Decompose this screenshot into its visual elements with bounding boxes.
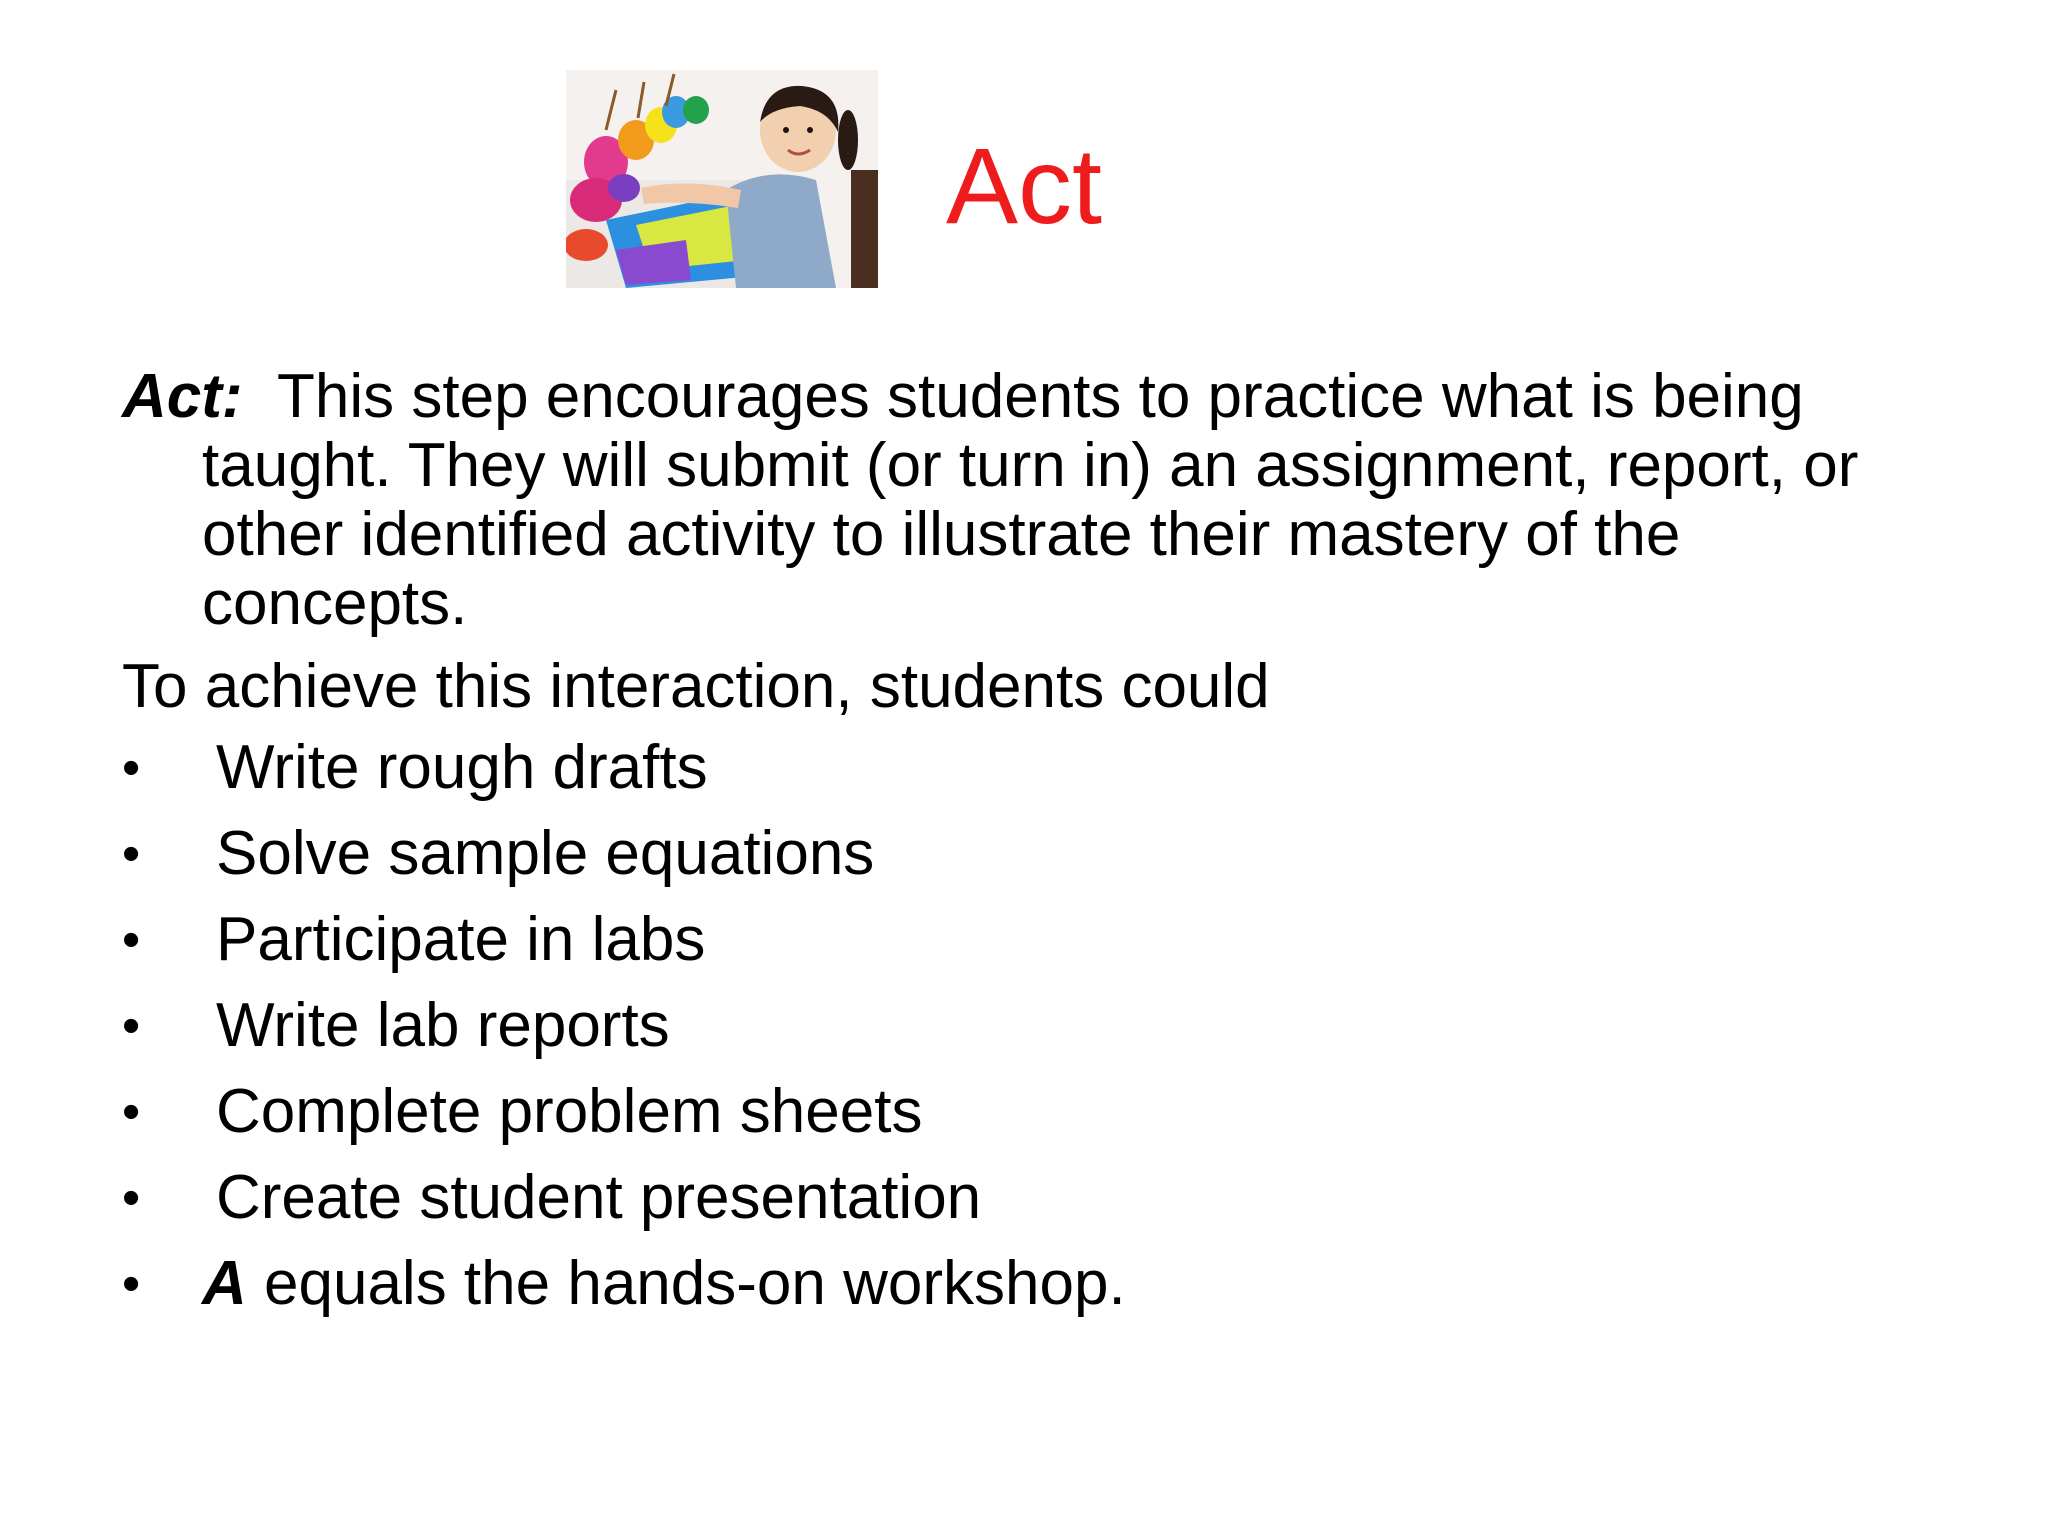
slide-body bbox=[122, 362, 1962, 1327]
bullet-icon: • bbox=[122, 997, 141, 1055]
bullet-list bbox=[122, 725, 1962, 1327]
bullet-icon: • bbox=[122, 1255, 141, 1313]
child-painting-photo bbox=[566, 70, 878, 288]
intro-paragraph bbox=[122, 362, 1962, 638]
list-item bbox=[122, 983, 1962, 1069]
list-item-text: Participate in labs bbox=[216, 905, 706, 974]
bullet-icon: • bbox=[122, 825, 141, 883]
bullet-icon: • bbox=[122, 911, 141, 969]
list-item bbox=[122, 811, 1962, 897]
list-item bbox=[122, 725, 1962, 811]
intro-lead: Act: bbox=[122, 362, 243, 431]
lead-in-paragraph: To achieve this interaction, students could bbox=[122, 652, 1270, 721]
bullet-icon: • bbox=[122, 1083, 141, 1141]
list-item-text: Create student presentation bbox=[216, 1163, 982, 1232]
list-item-text: Write rough drafts bbox=[216, 733, 708, 802]
list-item bbox=[122, 1155, 1962, 1241]
final-text: equals the hands-on workshop. bbox=[246, 1249, 1126, 1318]
bullet-icon: • bbox=[122, 1169, 141, 1227]
final-emphasis: A bbox=[202, 1249, 247, 1318]
list-item bbox=[122, 897, 1962, 983]
list-item-text bbox=[202, 1241, 1126, 1327]
list-item bbox=[122, 1069, 1962, 1155]
list-item-text: Complete problem sheets bbox=[216, 1077, 923, 1146]
slide-title: Act bbox=[946, 125, 1103, 246]
intro-text: This step encourages students to practice what is being taught. They will submit (or turn in) an assignment, report, or other identified activity to illustrate their mastery of the concepts. bbox=[202, 362, 1859, 638]
bullet-icon: • bbox=[122, 739, 141, 797]
list-item-text: Solve sample equations bbox=[216, 819, 875, 888]
list-item-final bbox=[122, 1241, 1962, 1327]
list-item-text: Write lab reports bbox=[216, 991, 670, 1060]
